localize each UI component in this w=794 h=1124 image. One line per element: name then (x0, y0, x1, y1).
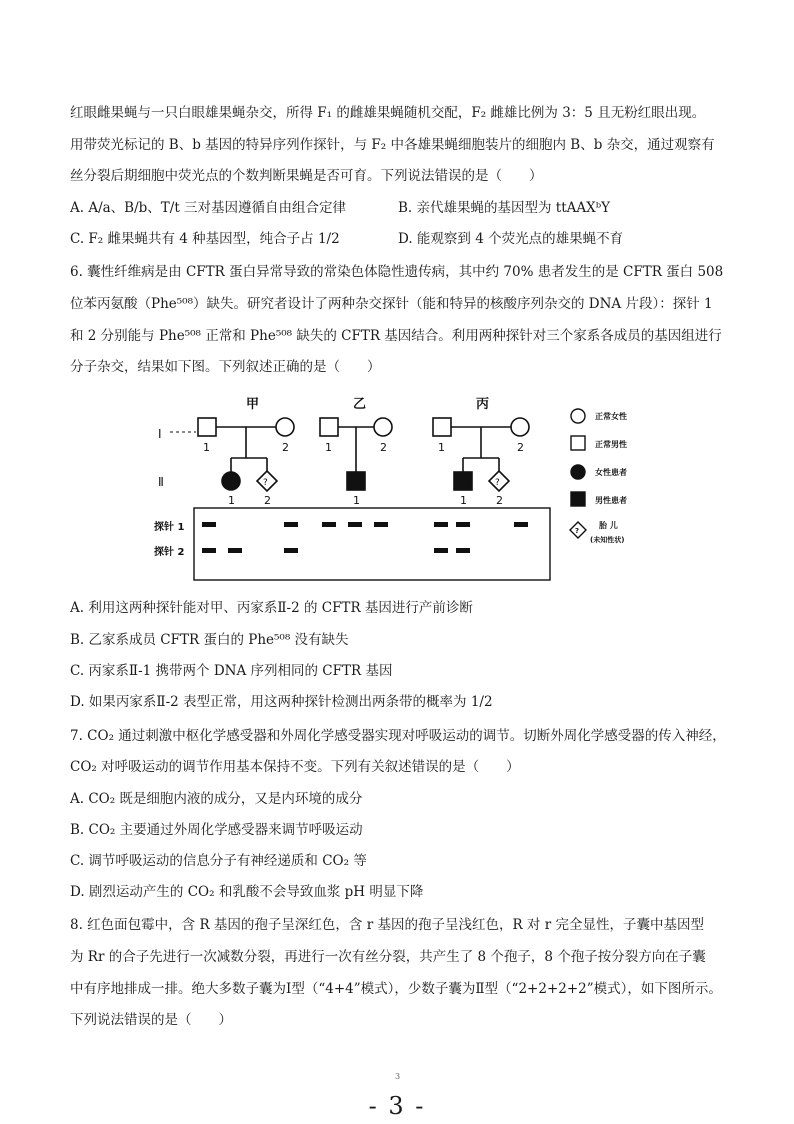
band-jia-i2-probe2 (228, 548, 242, 553)
q8-line-2: 为 Rr 的合子先进行一次减数分裂，再进行一次有丝分裂，共产生了 8 个孢子，8 个孢子按分裂方向在子囊 (70, 949, 706, 965)
jia-i1-normal-male (198, 418, 216, 436)
pedigree-figure (150, 388, 627, 588)
q5-option-c: C. F₂ 雌果蝇共有 4 种基因型，纯合子占 1/2 (70, 231, 340, 247)
jia-fetus-mark: ? (263, 478, 268, 488)
page-number: - 3 - (368, 1092, 426, 1120)
band-bing-i1-probe2 (434, 548, 448, 553)
family-label-bing: 丙 (476, 397, 490, 412)
q6-line-3: 和 2 分别能与 Phe⁵⁰⁸ 正常和 Phe⁵⁰⁸ 缺失的 CFTR 基因结合。利用两种探针对三个家系各成员的基因组进行 (70, 328, 722, 344)
bing-i2-normal-female (511, 418, 529, 436)
bing-i1-normal-male (433, 418, 451, 436)
legend-fetus-note: (未知性状) (590, 536, 625, 544)
q8-line-3: 中有序地排成一排。绝大多数子囊为Ⅰ型（“4+4”模式），少数子囊为Ⅱ型（“2+2+2+2”模式），如下图所示。 (70, 981, 722, 997)
legend-affected-female-label: 女性患者 (595, 468, 627, 477)
legend-normal-female-label: 正常女性 (595, 412, 627, 421)
q6-option-a: A. 利用这两种探针能对甲、丙家系Ⅱ-2 的 CFTR 基因进行产前诊断 (70, 600, 473, 616)
q6-line-2: 位苯丙氨酸（Phe⁵⁰⁸）缺失。研究者设计了两种杂交探针（能和特异的核酸序列杂交的 DNA 片段）：探针 1 (70, 296, 713, 312)
q6-option-d: D. 如果丙家系Ⅱ-2 表型正常，用这两种探针检测出两条带的概率为 1/2 (70, 694, 493, 710)
legend-fetus-label: 胎 儿 (599, 521, 618, 530)
band-yi-i2-probe1 (348, 522, 362, 527)
legend-fetus-mark: ? (575, 527, 580, 535)
q5-option-b: B. 亲代雄果蝇的基因型为 ttAAXᵇY (398, 200, 611, 216)
q7-option-c: C. 调节呼吸运动的信息分子有神经递质和 CO₂ 等 (70, 853, 367, 869)
jia-i2-number: 2 (282, 441, 289, 454)
band-yi-i1-probe1 (322, 522, 336, 527)
page-small-mark: 3 (395, 1072, 401, 1081)
band-bing-ii2-probe1 (514, 522, 528, 527)
yi-i1-normal-male (320, 418, 338, 436)
family-label-jia: 甲 (246, 397, 260, 412)
legend-affected-male-label: 男性患者 (595, 496, 627, 505)
jia-ii1-number: 1 (228, 494, 235, 507)
probe-1-label: 探针 1 (154, 522, 185, 533)
yi-i2-normal-female (374, 418, 392, 436)
q6-line-1: 6. 囊性纤维病是由 CFTR 蛋白异常导致的常染色体隐性遗传病，其中约 70% 患者发生的是 CFTR 蛋白 508 (70, 264, 724, 280)
legend-normal-male-label: 正常男性 (595, 440, 627, 449)
probe-blot-box (194, 508, 550, 580)
q7-option-a: A. CO₂ 既是细胞内液的成分，又是内环境的成分 (70, 791, 363, 807)
q5-option-a: A. A/a、B/b、T/t 三对基因遵循自由组合定律 (70, 200, 347, 216)
band-jia-ii2-probe2 (284, 548, 298, 553)
jia-ii2-number: 2 (264, 494, 271, 507)
yi-ii1-affected-male (347, 472, 365, 490)
bing-ii1-affected-male (454, 472, 472, 490)
gen-label-2: Ⅱ (158, 475, 164, 489)
jia-i2-normal-female (276, 418, 294, 436)
legend-normal-female-icon (571, 409, 585, 423)
legend-affected-female-icon (571, 465, 585, 479)
bing-fetus-mark: ? (495, 478, 500, 488)
band-bing-i2-probe2 (456, 548, 470, 553)
jia-i1-number: 1 (203, 441, 210, 454)
q5-line-2: 用带荧光标记的 B、b 基因的特异序列作探针，与 F₂ 中各雄果蝇细胞装片的细胞内 B、b 杂交，通过观察有 (70, 137, 715, 153)
q6-option-b: B. 乙家系成员 CFTR 蛋白的 Phe⁵⁰⁸ 没有缺失 (70, 632, 349, 648)
band-bing-i2-probe1 (456, 522, 470, 527)
q7-line-2: CO₂ 对呼吸运动的调节作用基本保持不变。下列有关叙述错误的是（ ） (70, 759, 520, 775)
band-jia-i1-probe1 (202, 522, 216, 527)
yi-ii1-number: 1 (353, 494, 360, 507)
bing-ii2-number: 2 (496, 494, 503, 507)
band-yi-ii1-probe1 (374, 522, 388, 527)
q7-line-1: 7. CO₂ 通过刺激中枢化学感受器和外周化学感受器实现对呼吸运动的调节。切断外周化学感受器的传入神经， (70, 728, 726, 744)
q8-line-4: 下列说法错误的是（ ） (70, 1012, 232, 1028)
band-jia-i1-probe2 (202, 548, 216, 553)
q8-line-1: 8. 红色面包霉中，含 R 基因的孢子呈深红色，含 r 基因的孢子呈浅红色，R 对 r 完全显性，子囊中基因型 (70, 917, 704, 933)
gen-label-1: Ⅰ (158, 427, 162, 441)
q5-option-d: D. 能观察到 4 个荧光点的雄果蝇不育 (398, 231, 624, 247)
probe-2-label: 探针 2 (154, 547, 185, 558)
legend-affected-male-icon (571, 492, 585, 506)
band-jia-ii2-probe1 (284, 522, 298, 527)
yi-i1-number: 1 (325, 441, 332, 454)
legend-normal-male-icon (571, 436, 585, 450)
band-bing-i1-probe1 (434, 522, 448, 527)
q5-line-3: 丝分裂后期细胞中荧光点的个数判断果蝇是否可育。下列说法错误的是（ ） (70, 168, 543, 184)
q5-line-1: 红眼雌果蝇与一只白眼雄果蝇杂交，所得 F₁ 的雌雄果蝇随机交配，F₂ 雌雄比例为 3：5 且无粉红眼出现。 (70, 105, 706, 121)
bing-i1-number: 1 (438, 441, 445, 454)
q6-line-4: 分子杂交，结果如下图。下列叙述正确的是（ ） (70, 359, 381, 375)
family-label-yi: 乙 (353, 397, 367, 412)
q6-option-c: C. 丙家系Ⅱ-1 携带两个 DNA 序列相同的 CFTR 基因 (70, 663, 393, 679)
jia-ii1-affected-female (222, 472, 240, 490)
yi-i2-number: 2 (380, 441, 387, 454)
bing-i2-number: 2 (517, 441, 524, 454)
q7-option-b: B. CO₂ 主要通过外周化学感受器来调节呼吸运动 (70, 822, 363, 838)
bing-ii1-number: 1 (460, 494, 467, 507)
q7-option-d: D. 剧烈运动产生的 CO₂ 和乳酸不会导致血浆 pH 明显下降 (70, 884, 424, 900)
